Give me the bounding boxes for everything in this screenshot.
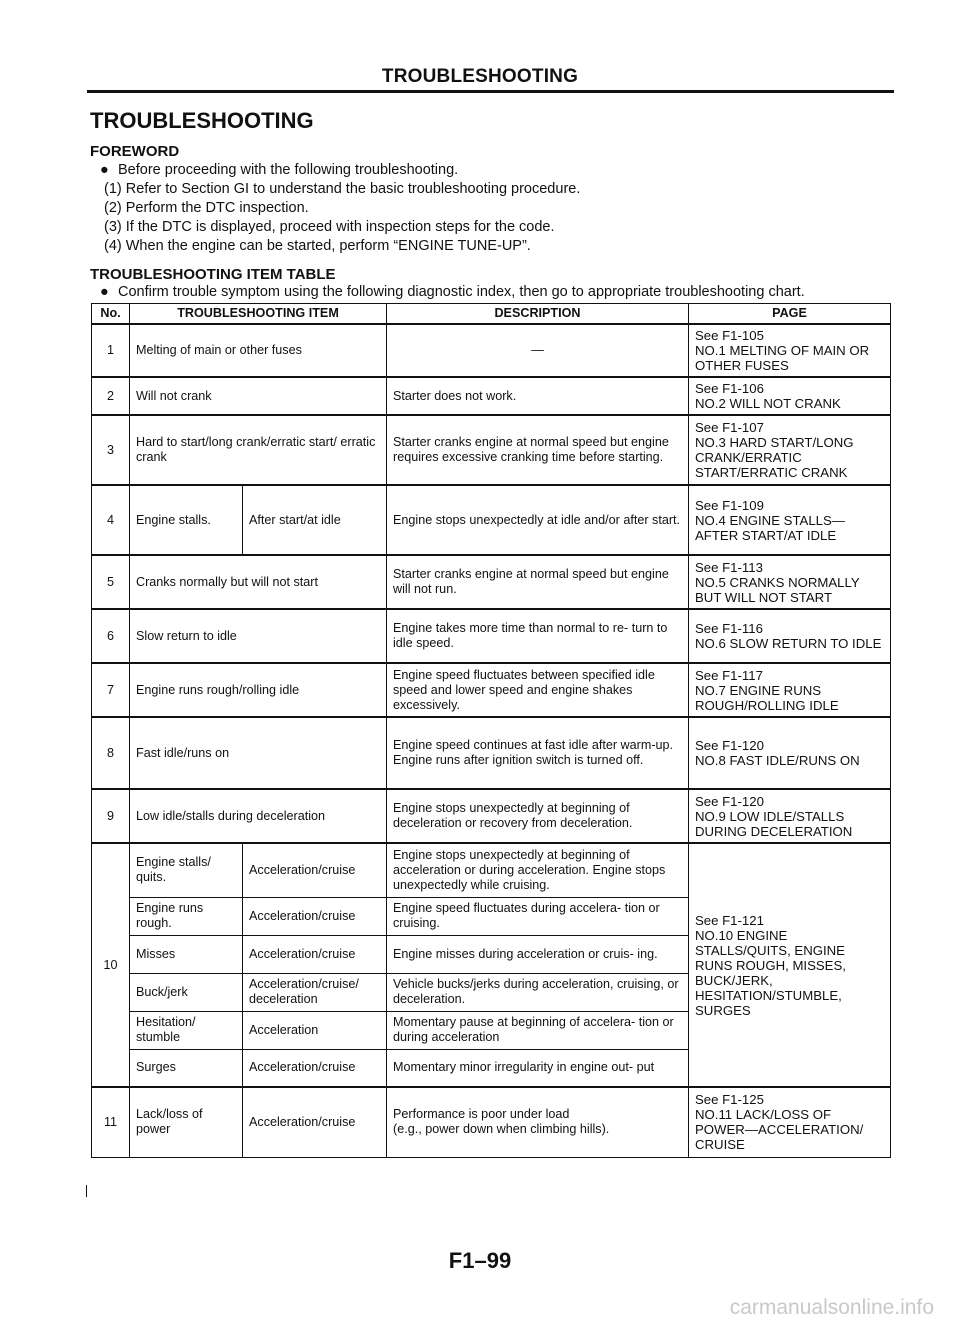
row-description: Starter does not work. [387,377,689,415]
table-row [92,663,891,717]
row-condition: Acceleration/cruise [243,1049,387,1087]
row-description: Momentary minor irregularity in engine out- put [387,1049,689,1087]
table-row [92,609,891,663]
row-item: Will not crank [130,377,387,415]
row-description: — [387,324,689,377]
row-condition: After start/at idle [243,485,387,555]
row-description: Engine misses during acceleration or cruis- ing. [387,935,689,973]
row-description: Engine speed fluctuates between specified idle speed and lower speed and engine shakes excessively. [387,663,689,717]
page-title: TROUBLESHOOTING [90,108,314,133]
row-page [689,663,891,717]
row-page [689,843,891,1087]
row-description: Engine stops unexpectedly at idle and/or after start. [387,485,689,555]
bullet-icon: ● [100,284,109,300]
row-page [689,324,891,377]
row-description: Momentary pause at beginning of accelera- tion or during acceleration [387,1011,689,1049]
row-description: Starter cranks engine at normal speed but engine requires excessive cranking time before starting. [387,415,689,485]
row-page-text: See F1-116 NO.6 SLOW RETURN TO IDLE [695,621,882,651]
row-page-text: See F1-117 NO.7 ENGINE RUNS ROUGH/ROLLING IDLE [695,667,839,713]
row-page-text: See F1-105 NO.1 MELTING OF MAIN OR OTHER FUSES [695,328,870,373]
row-item: Hesitation/ stumble [130,1011,243,1049]
row-no: 10 [92,843,130,1087]
row-condition: Acceleration [243,1011,387,1049]
table-header-row [92,304,891,325]
row-page-text: See F1-113 NO.5 CRANKS NORMALLY BUT WILL NOT START [695,559,860,605]
bullet-icon: ● [100,162,109,178]
row-item: Hard to start/long crank/erratic start/ erratic crank [130,415,387,485]
watermark: carmanualsonline.info [729,1296,934,1319]
header-no: No. [92,304,130,325]
table-row [92,555,891,609]
row-page [689,1087,891,1157]
row-no: 8 [92,717,130,789]
row-page [689,377,891,415]
row-description: Engine stops unexpectedly at beginning of acceleration or during acceleration. Engine stops unexpectedly while cruising. [387,843,689,897]
foreword-step-2: (2) Perform the DTC inspection. [104,200,309,216]
item-table-bullet: Confirm trouble symptom using the following diagnostic index, then go to appropriate troubleshooting chart. [118,284,805,300]
row-page [689,485,891,555]
row-page-text: See F1-107 NO.3 HARD START/LONG CRANK/ERRATIC START/ERRATIC CRANK [695,420,854,480]
row-page [689,789,891,843]
row-condition: Acceleration/cruise [243,935,387,973]
row-no: 9 [92,789,130,843]
row-item: Lack/loss of power [130,1087,243,1157]
row-page-text: See F1-109 NO.4 ENGINE STALLS—AFTER START/AT IDLE [695,497,845,543]
table-row [92,843,891,897]
row-no: 4 [92,485,130,555]
row-item: Fast idle/runs on [130,717,387,789]
row-description: Vehicle bucks/jerks during acceleration, cruising, or deceleration. [387,973,689,1011]
row-page-text: See F1-121 NO.10 ENGINE STALLS/QUITS, ENGINE RUNS ROUGH, MISSES, BUCK/JERK, HESITATION/STUMBLE, SURGES [695,912,846,1018]
row-page-text: See F1-125 NO.11 LACK/LOSS OF POWER—ACCELERATION/ CRUISE [695,1092,864,1153]
row-page [689,717,891,789]
running-header: TROUBLESHOOTING [381,66,579,87]
foreword-step-4: (4) When the engine can be started, perform “ENGINE TUNE-UP”. [104,238,531,254]
row-description: Starter cranks engine at normal speed but engine will not run. [387,555,689,609]
row-item: Cranks normally but will not start [130,555,387,609]
header-rule [87,90,894,93]
row-description: Engine takes more time than normal to re- turn to idle speed. [387,609,689,663]
troubleshooting-item-table [91,303,891,1158]
row-item: Engine stalls/ quits. [130,843,243,897]
header-description: DESCRIPTION [387,304,689,325]
row-item: Engine runs rough/rolling idle [130,663,387,717]
row-item: Engine stalls. [130,485,243,555]
item-table-heading: TROUBLESHOOTING ITEM TABLE [90,266,336,283]
row-description: Performance is poor under load (e.g., power down when climbing hills). [387,1087,689,1157]
row-item: Low idle/stalls during deceleration [130,789,387,843]
row-page-text: See F1-120 NO.8 FAST IDLE/RUNS ON [695,738,860,768]
row-no: 7 [92,663,130,717]
row-description: Engine speed continues at fast idle after warm-up. Engine runs after ignition switch is turned off. [387,717,689,789]
row-page-text: See F1-120 NO.9 LOW IDLE/STALLS DURING DECELERATION [695,793,853,839]
row-page-text: See F1-106 NO.2 WILL NOT CRANK [695,381,841,411]
header-item: TROUBLESHOOTING ITEM [130,304,387,325]
table-row [92,789,891,843]
row-page [689,555,891,609]
row-item: Surges [130,1049,243,1087]
row-no: 3 [92,415,130,485]
row-description: Engine speed fluctuates during accelera- tion or cruising. [387,897,689,935]
foreword-bullet: Before proceeding with the following troubleshooting. [118,162,459,178]
row-item: Slow return to idle [130,609,387,663]
row-no: 6 [92,609,130,663]
row-no: 11 [92,1087,130,1157]
foreword-step-1: (1) Refer to Section GI to understand the basic troubleshooting procedure. [104,181,581,197]
row-no: 1 [92,324,130,377]
row-page [689,609,891,663]
row-description: Engine stops unexpectedly at beginning of deceleration or recovery from deceleration. [387,789,689,843]
table-row [92,377,891,415]
row-item: Buck/jerk [130,973,243,1011]
row-no: 5 [92,555,130,609]
table-row [92,717,891,789]
header-page: PAGE [689,304,891,325]
foreword-heading: FOREWORD [90,143,180,160]
row-condition: Acceleration/cruise [243,843,387,897]
margin-mark [86,1185,87,1197]
row-item: Engine runs rough. [130,897,243,935]
table-row [92,324,891,377]
table-row [92,485,891,555]
table-row [92,415,891,485]
row-condition: Acceleration/cruise [243,1087,387,1157]
foreword-step-3: (3) If the DTC is displayed, proceed with inspection steps for the code. [104,219,555,235]
table-row [92,1087,891,1157]
row-page [689,415,891,485]
row-no: 2 [92,377,130,415]
row-condition: Acceleration/cruise/ deceleration [243,973,387,1011]
row-condition: Acceleration/cruise [243,897,387,935]
row-item: Melting of main or other fuses [130,324,387,377]
row-item: Misses [130,935,243,973]
page-number: F1–99 [448,1248,512,1273]
